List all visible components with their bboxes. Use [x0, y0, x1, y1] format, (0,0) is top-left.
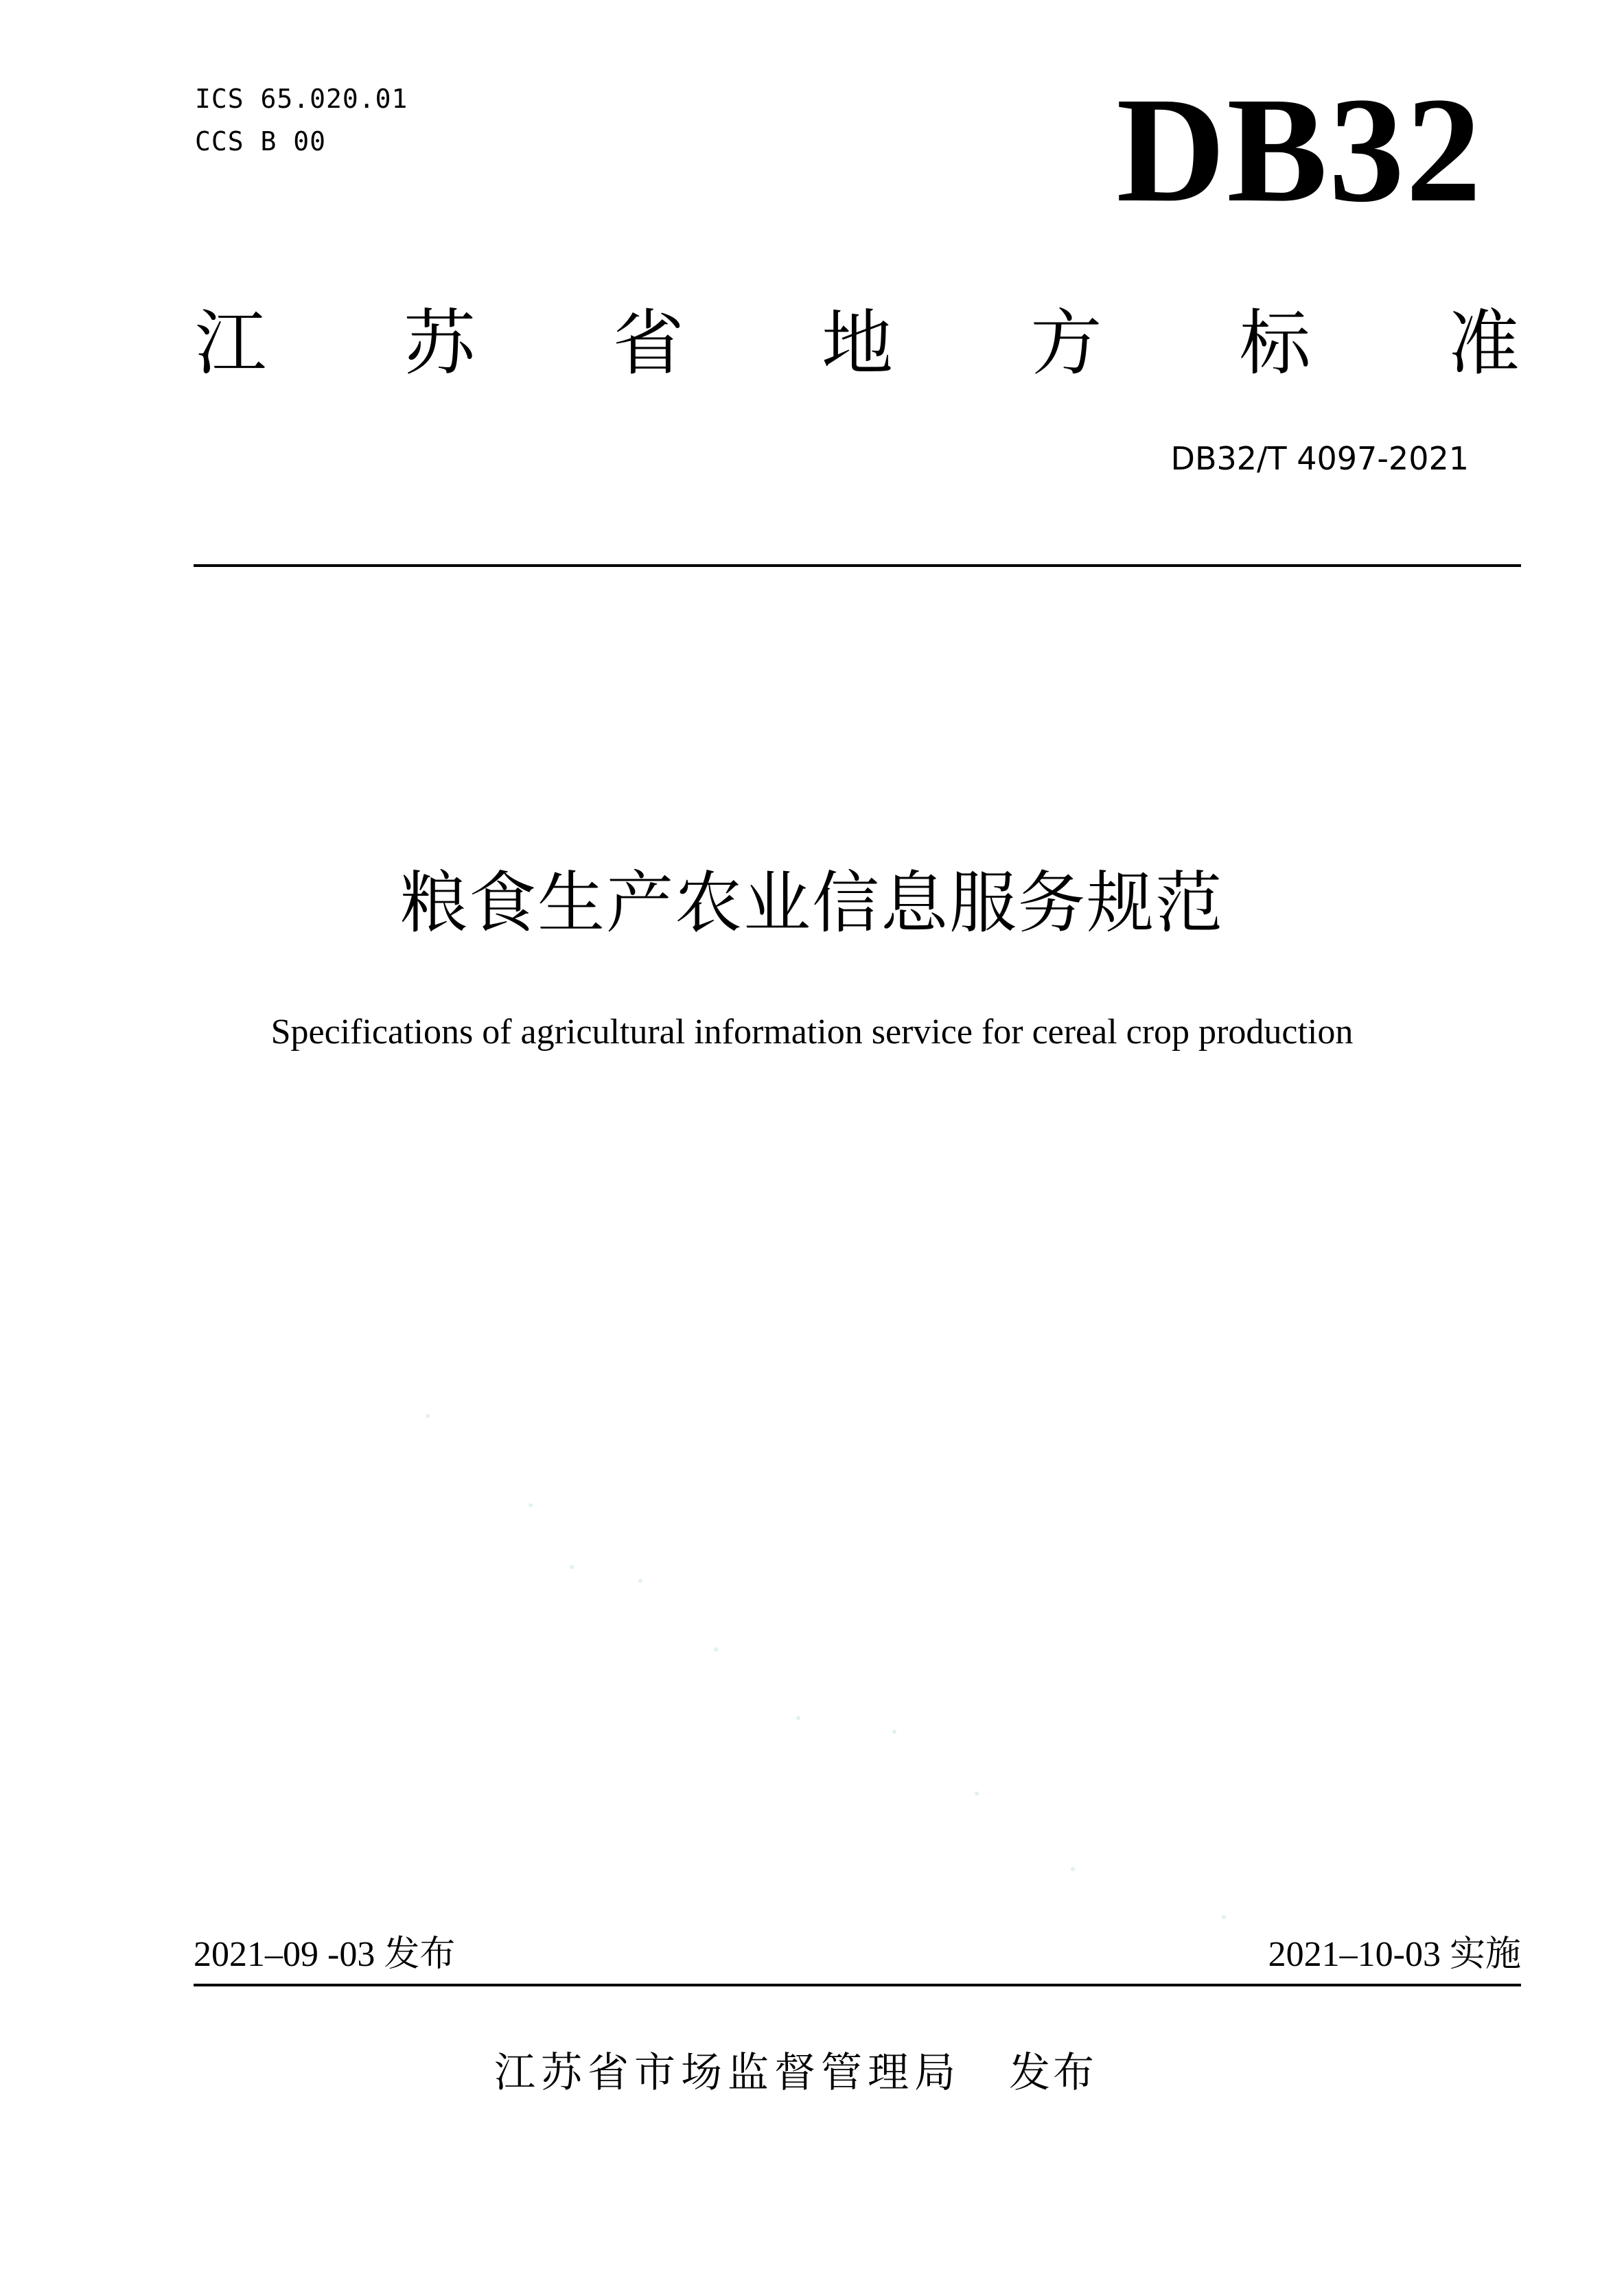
level-char: 地 [821, 301, 893, 385]
level-char: 省 [612, 301, 684, 385]
level-char: 标 [1239, 301, 1311, 385]
document-title-en: Specifications of agricultural information service for cereal crop production [270, 1012, 1354, 1052]
bottom-divider [194, 1984, 1521, 1986]
standard-mark: DB32 [1116, 66, 1483, 233]
issue-date: 2021–09 -03 发布 [194, 1935, 456, 1974]
implementation-date: 2021–10-03 实施 [1268, 1935, 1521, 1974]
standard-number: DB32/T 4097-2021 [1170, 440, 1469, 477]
level-char: 苏 [404, 301, 476, 385]
issuer-name: 江苏省市场监督管理局 [494, 2049, 961, 2097]
level-char: 江 [195, 301, 267, 385]
level-char: 准 [1448, 301, 1520, 385]
issuer-line [494, 2045, 1097, 2100]
top-divider [194, 564, 1521, 567]
ics-code: ICS 65.020.01 [195, 84, 408, 114]
ccs-code: CCS B 00 [195, 126, 327, 156]
watermark-speckles [412, 1373, 1270, 1922]
standard-level-title [195, 302, 1520, 384]
level-char: 方 [1030, 301, 1102, 385]
issuer-action: 发布 [1009, 2049, 1097, 2097]
document-title-zh: 粮食生产农业信息服务规范 [399, 864, 1224, 942]
